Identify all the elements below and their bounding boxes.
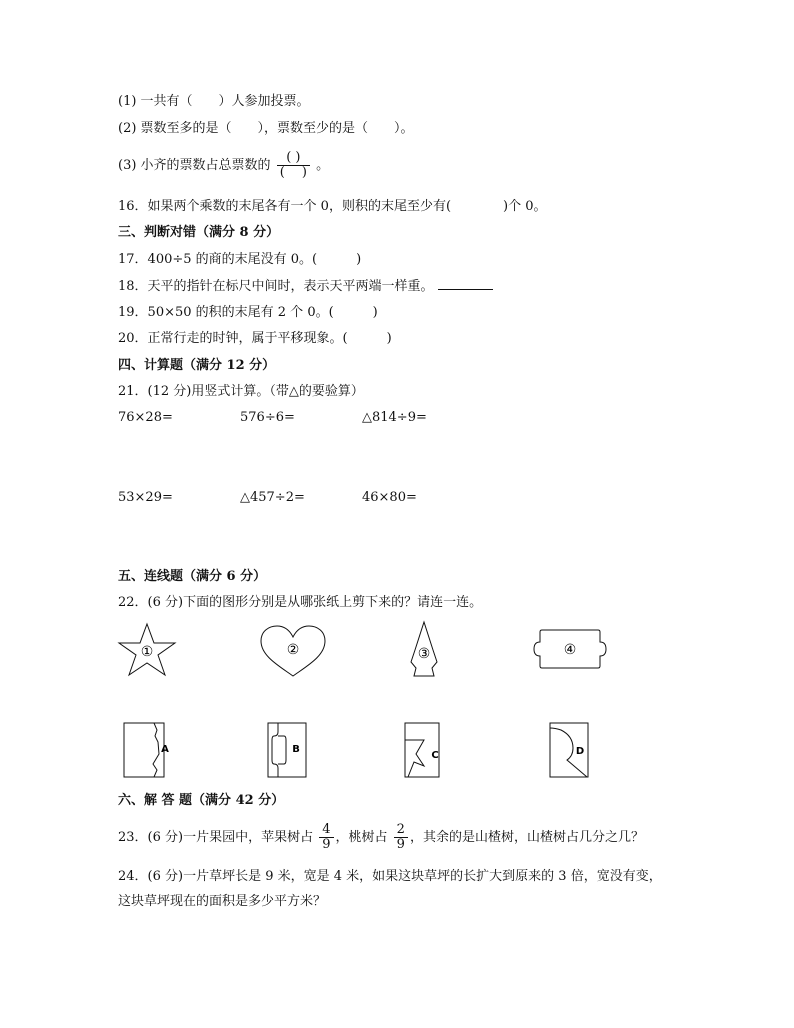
question-23-text-1: 23．(6 分)一片果园中，苹果树占: [118, 830, 314, 845]
heart-shape: [259, 624, 327, 678]
answer-blank[interactable]: [438, 277, 493, 290]
fraction-blank: [277, 151, 310, 180]
calc-3: △814÷9=: [362, 410, 427, 425]
shape-label-2: ②: [286, 642, 300, 658]
vote-question-2: (2) 票数至多的是（ ），票数至少的是（ ）。: [118, 121, 414, 136]
paper-piece-b: [266, 722, 310, 778]
fraction-blank-denominator: ( ): [279, 165, 307, 180]
question-19: 19．50×50 的积的末尾有 2 个 0。( ): [118, 305, 378, 320]
question-18-text: 18．天平的指针在标尺中间时，表示天平两端一样重。: [118, 279, 434, 294]
section-6-heading: 六、解 答 题（满分 42 分）: [118, 793, 285, 808]
section-4-heading: 四、计算题（满分 12 分）: [118, 358, 276, 373]
question-22: 22．(6 分)下面的图形分别是从哪张纸上剪下来的？请连一连。: [118, 595, 483, 610]
fraction-peach: [394, 823, 408, 852]
tower-shape: [407, 620, 441, 678]
piece-label-b: B: [292, 744, 300, 755]
question-24-line-2: 这块草坪现在的面积是多少平方米？: [118, 894, 327, 909]
question-20: 20．正常行走的时钟，属于平移现象。( ): [118, 331, 392, 346]
vote-question-1: (1) 一共有（ ）人参加投票。: [118, 94, 310, 109]
question-23-text-3: ，其余的是山楂树，山楂树占几分之几？: [409, 830, 644, 845]
calc-2: 576÷6=: [240, 410, 295, 425]
question-18: [118, 277, 493, 296]
fraction-peach-denominator: 9: [396, 837, 405, 852]
paper-piece-a: [123, 722, 175, 778]
shape-label-4: ④: [563, 642, 577, 658]
shape-label-3: ③: [417, 646, 431, 662]
fraction-blank-numerator: ( ): [277, 151, 310, 166]
calc-1: 76×28=: [118, 410, 173, 425]
star-shape: [117, 622, 177, 678]
piece-label-a: A: [161, 744, 169, 755]
fraction-apple-numerator: 4: [319, 823, 333, 838]
vote-question-3-suffix: 。: [316, 158, 330, 173]
question-23-text-2: ，桃树占: [335, 830, 388, 845]
section-3-heading: 三、判断对错（满分 8 分）: [118, 225, 280, 240]
fraction-apple-denominator: 9: [322, 837, 331, 852]
piece-label-c: C: [431, 750, 439, 761]
calc-6: 46×80=: [362, 490, 417, 505]
question-23: [118, 820, 644, 856]
question-16: 16．如果两个乘数的末尾各有一个 0，则积的末尾至少有( )个 0。: [118, 199, 547, 214]
fraction-peach-numerator: 2: [394, 823, 408, 838]
calc-4: 53×29=: [118, 490, 173, 505]
calc-5: △457÷2=: [240, 490, 305, 505]
question-21: 21．(12 分)用竖式计算。（带△的要验算）: [118, 384, 364, 399]
section-5-heading: 五、连线题（满分 6 分）: [118, 569, 267, 584]
question-17: 17．400÷5 的商的末尾没有 0。( ): [118, 252, 362, 267]
piece-label-d: D: [575, 746, 585, 757]
paper-piece-d: [549, 722, 591, 780]
fraction-apple: [319, 823, 333, 852]
tag-shape: [532, 628, 608, 670]
vote-question-3-text: (3) 小齐的票数占总票数的: [118, 158, 271, 173]
question-24-line-1: 24．(6 分)一片草坪长是 9 米，宽是 4 米，如果这块草坪的长扩大到原来的 3 倍，宽没有变，: [118, 869, 662, 884]
vote-question-3: [118, 148, 329, 184]
shape-label-1: ①: [140, 644, 154, 660]
paper-piece-c: [404, 722, 444, 780]
